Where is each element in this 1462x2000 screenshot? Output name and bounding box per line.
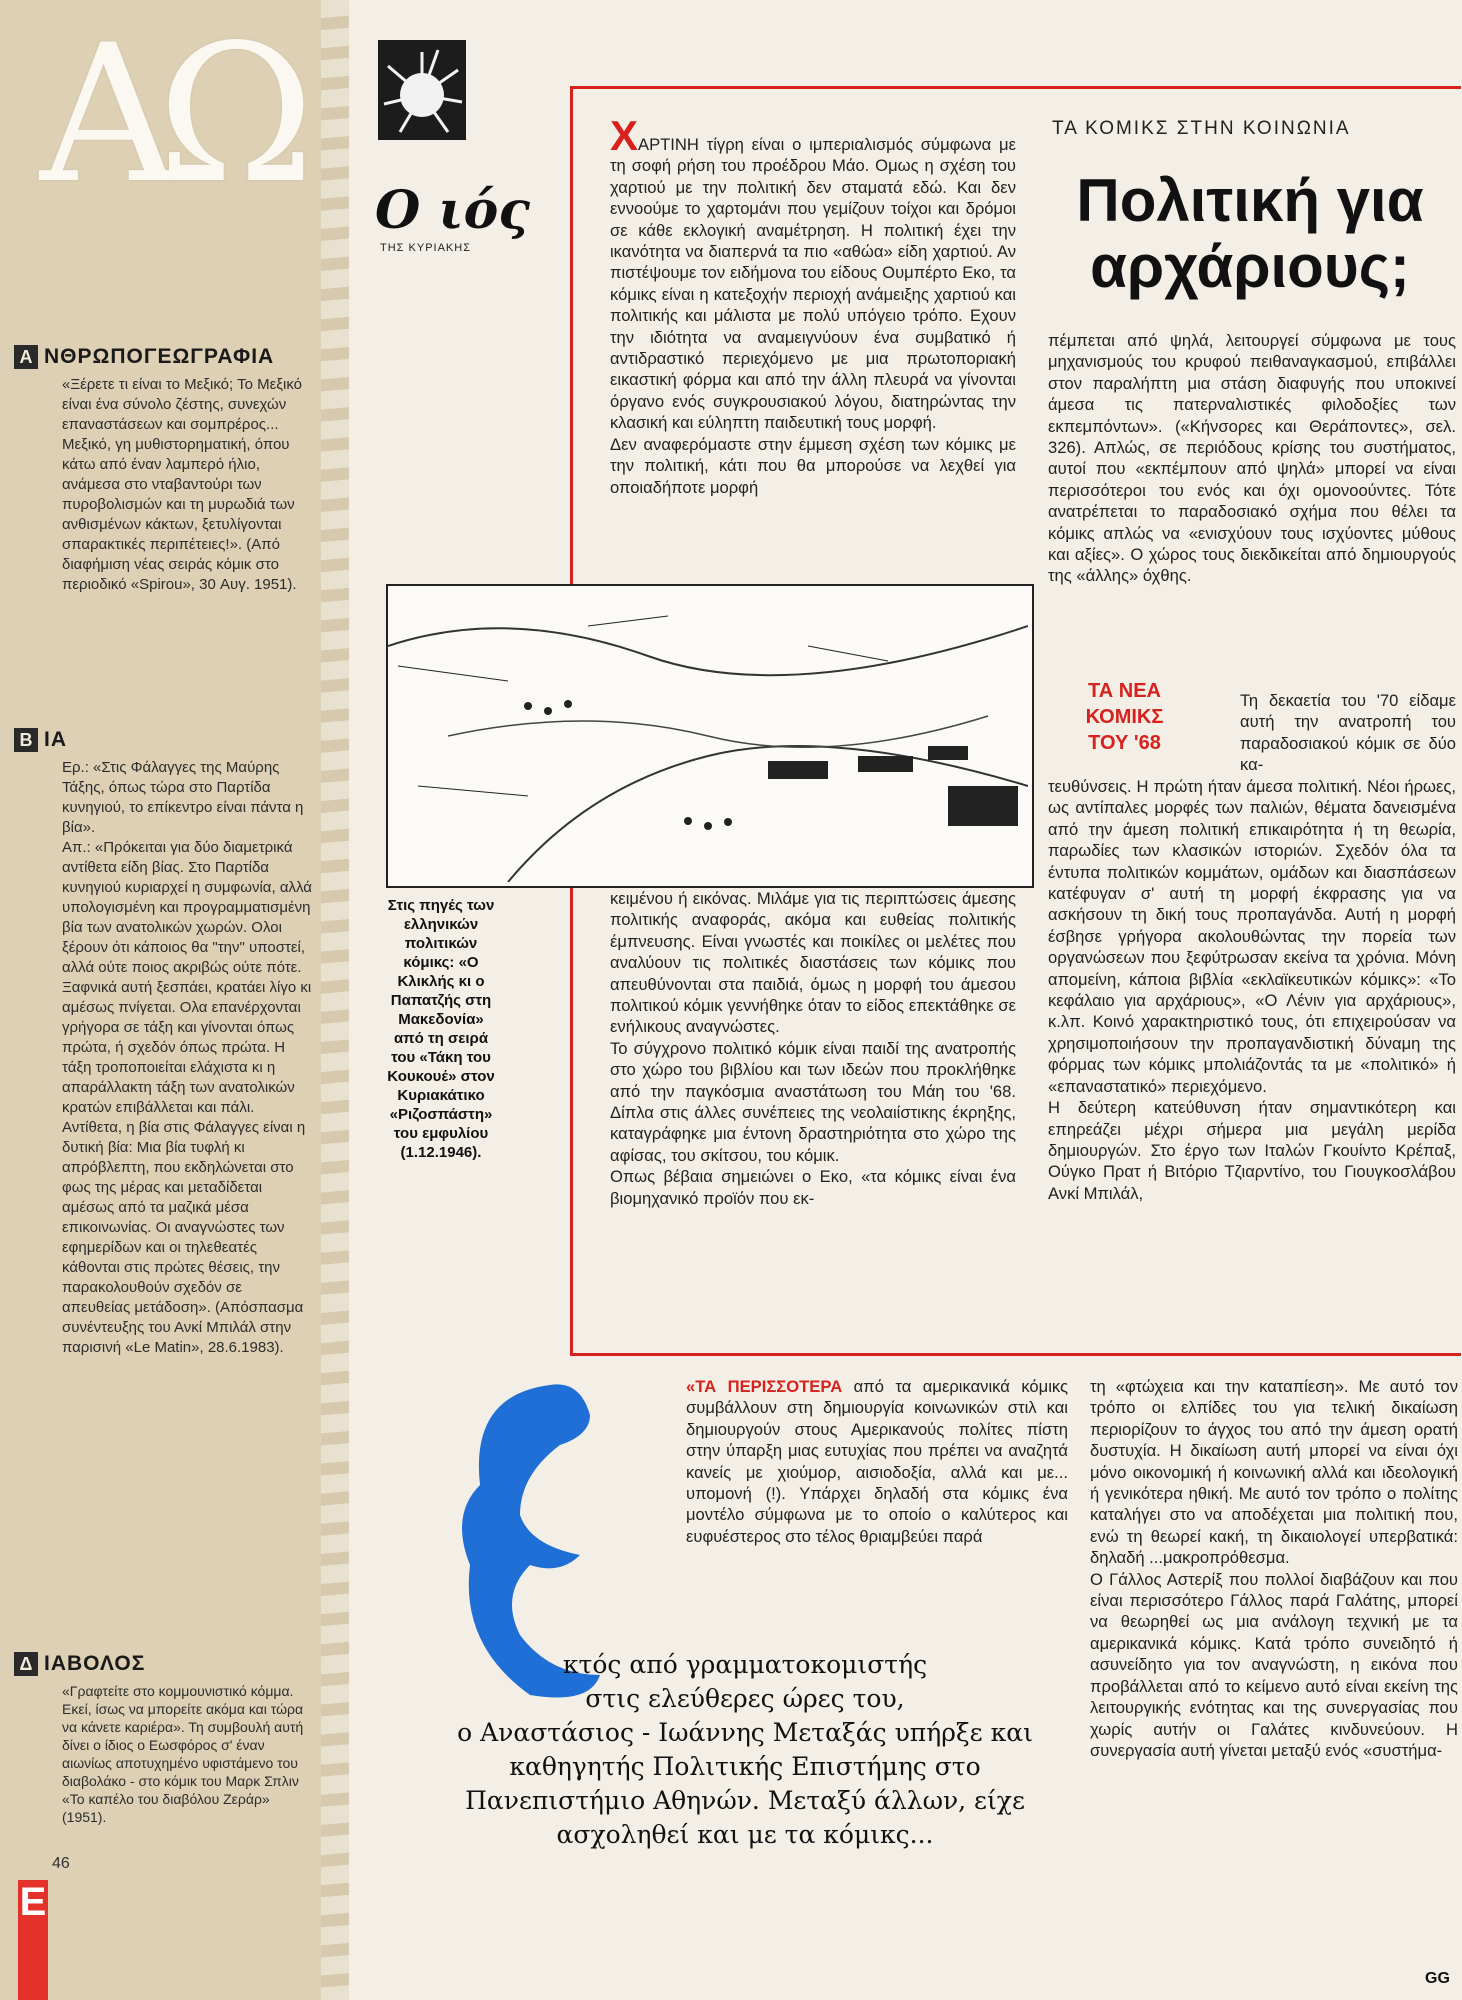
section-text: «Γραφτείτε στο κομμουνιστικό κόμμα. Εκεί, ίσως να μπορείτε ακόμα και τώρα να κάνετε καριέρα». Τη συμβουλή αυτή δίνει ο ίδιος ο Εωσφόρος σ' έναν αιωνίως αποτυχημένο υφιστάμενο του διαβολάκο - στο κόμικ του Μαρκ Σπλιν «Το καπέλο του διαβόλου Ζεράρ» (1951). bbox=[62, 1683, 304, 1825]
lower-col-b: τη «φτώχεια και την καταπίεση». Με αυτό τον τρόπο οι ελπίδες του για τελική δικαίωση περιορίζουν το άγχος του από την άμεση ορατή δυστυχία. Η δικαίωση αυτή μπορεί να είναι όχι μόνο οικονομική ή κοινωνική αλλά και ιδεολογική ή γενικότερα ηθική. Με αυτό τον τρόπο ο πολίτης καταλήγει στο να αποδέχεται μια πολιτική που, ενώ τη θεωρεί κακή, τη δικαιολογεί υπερβατικά: δηλαδή ...μακροπρόθεσμα. Ο Γάλλος Αστερίξ που πολλοί διαβάζουν και που είναι περισσότερο Γάλλος παρά Γαλάτης, μπορεί να θεωρηθεί ως μια ανάλογη τεχνική με τα αμερικανικά κόμικς. Κατά τρόπο συνειδητό ή ασυνείδητο για τον αναγνώστη, η εικόνα που προβάλλεται από το κείμενο αυτό είναι εκείνη της λειτουργικής ενότητας και της συνεργασίας που χωρίς αυτήν οι Γαλάτες κινδυνεύουν. Η συνεργασία αυτή γίνεται μεταξύ ενός «συστήμα- bbox=[1090, 1377, 1458, 1760]
article-col1-top bbox=[610, 112, 1016, 498]
section-letter: Δ bbox=[14, 1652, 38, 1676]
section-title: ΝΘΡΩΠΟΓΕΩΓΡΑΦΙΑ bbox=[44, 345, 275, 368]
article-col1-bottom: κειμένου ή εικόνας. Μιλάμε για τις περιπτώσεις άμεσης πολιτικής αναφοράς, ακόμα και ευθείας πολιτικής έμπνευσης. Είναι γνωστές και ποικίλες οι μελέτες που αναλύουν τις πολιτικές διαστάσεις των κόμικς που απευθύνονται στα παιδιά, όμως η μορφή του άμεσου πολιτικού κόμικ γεννήθηκε όταν το είδος επεκτάθηκε σε ενήλικους αναγνώστες. Το σύγχρονο πολιτικό κόμικ είναι παιδί της ανατροπής στο χώρο του βιβλίου και των ιδεών που προκλήθηκε από την παγκόσμια αναστάτωση του Μάη του '68. Δίπλα στις άλλες συνέπειες της νεολαιίστικης έκρηξης, καταγράφηκε μια έντονη δραστηριότητα στο χώρο της αφίσας, του σκίτσου, του κόμικ. Οπως βέβαια σημειώνει ο Εκο, «τα κόμικς είναι ένα βιομηχανικό προϊόν που εκ- bbox=[610, 889, 1016, 1208]
article-col2-top: πέμπεται από ψηλά, λειτουργεί σύμφωνα με τους μηχανισμούς του κρυφού πειθαναγκασμού, επιβάλλει στον παραλήπτη μια στάση διαφυγής που υποκινεί άμεσα τις πατερναλιστικές φιλοδοξίες των εκπεμπόντων». («Κήνσορες και Θεράποντες», σελ. 326). Απλώς, σε περιόδους κρίσης του συστήματος, αυτοί που «εκπέμπουν από ψηλά» μπορεί να είναι περισσότεροι του ενός και όχι ομονοούντες. Τότε ανατρέπεται το παραδοσιακό σχήμα που θέλει τα κόμικς απλώς να «ενισχύουν τους ισχύοντες μύθους και αξίες». Ο χώρος τους διεκδικείται από δημιουργούς της «άλλης» όχθης. bbox=[1048, 331, 1456, 586]
alpha-omega-title: ΑΩ bbox=[40, 4, 295, 225]
article-headline: Πολιτική για αρχάριους; bbox=[1076, 167, 1424, 300]
drop-cap: Χ bbox=[610, 112, 639, 159]
section-title: ΙΑ bbox=[44, 728, 67, 751]
cartoon-drawing-icon bbox=[388, 586, 1028, 882]
lead-paragraph: κτός από γραμματοκομιστής στις ελεύθερες ώρες του, ο Αναστάσιος - Ιωάννης Μεταξάς υπήρξε και καθηγητής Πολιτικής Επιστήμης στο Πανεπιστήμιο Αθηνών. Μεταξύ άλλων, είχε ασχοληθεί και με τα κόμικς... bbox=[457, 1650, 1033, 1849]
article-col2-side: Τη δεκαετία του '70 είδαμε αυτή την ανατροπή του παραδοσιακού κόμικ σε δύο κα- bbox=[1240, 691, 1456, 775]
lead-highlight: «ΤΑ ΠΕΡΙΣΣΟΤΕΡΑ bbox=[686, 1377, 843, 1396]
article-text: ΑΡΤΙΝΗ τίγρη είναι ο ιμπεριαλισμός σύμφωνα με τη σοφή ρήση του προέδρου Μάο. Ομως η σχέση του χαρτιού με την πολιτική δεν σταματά εδώ. Και δεν εννοούμε το χαρτομάνι που γεμίζουν τοίχοι και δρόμοι σε κάθε εκλογική αναμέτρηση. Η πολιτική έχει την ικανότητα να διαπερνά τα πιο «αθώα» είδη χαρτιού. Αν πιστέψουμε τον ειδήμονα του είδους Ουμπέρτο Εκο, τα κόμικς είναι η κατεξοχήν περιοχή ανάμειξης χαρτιού και πολιτικής και μάλιστα με πολύ υπόγειο τρόπο. Εχουν την ιδιότητα να αναμειγνύουν ένα συμβατικό ή αντιδραστικό περιεχόμενο με μια πρωτοποριακή εικαστική φόρμα και από την άλλη πλευρά να γίνονται όργανο ενός συγκρουσιακού λόγου, διατηρώντας την κλασική και εύληπτη παιδευτική τους μορφή. Δεν αναφερόμαστε στην έμμεση σχέση των κόμικς με την πολιτική, κάτι που θα μπορούσε να λεχθεί για οποιαδήποτε μορφή bbox=[610, 135, 1016, 497]
section-letter: Β bbox=[14, 728, 38, 752]
section-a bbox=[14, 345, 314, 595]
left-sidebar bbox=[0, 0, 335, 2000]
section-text: Ερ.: «Στις Φάλαγγες της Μαύρης Τάξης, όπως τώρα στο Παρτίδα κυνηγιού, το επίκεντρο είναι πάντα η βία». Απ.: «Πρόκειται για δύο διαμετρικά αντίθετα είδη βίας. Στο Παρτίδα κυνηγιού κυριαρχεί η συμφωνία, αλλά υπολογισμένη και προγραμματισμένη βία των ανατολικών χωρών. Ολοι ξέρουν ότι κάποιος θα "την" υποστεί, αλλά ούτε ποιος ακριβώς ούτε πότε. Ξαφνικά αυτή ξεσπάει, κρατάει λίγο κι αμέσως πνίγεται. Ολα επανέρχονται γρήγορα σε τάξη και γίνονται όπως πρώτα, ή σχεδόν όπως πρώτα. Η τάξη τροποποιείται ελάχιστα κι η απαράλλακτη τάξη των ανατολικών κρατών επιβάλλεται και πάλι. Αντίθετα, η βία στις Φάλαγγες είναι η δυτική βία: Μια βία τυφλή κι απρόβλεπτη, που εκδηλώνεται στο φως της μέρας και μεταδίδεται αμέσως από τα μαζικά μέσα επικοινωνίας. Οι αναγνώστες των εφημερίδων και οι τηλεθεατές κάθονται στις πρώτες θέσεις, την παρακολουθούν σχεδόν σε απευθείας μετάδοση». (Απόσπασμα συνέντευξης του Ανκί Μπιλάλ στην παρισινή «Le Matin», 28.6.1983). bbox=[62, 759, 312, 1356]
column-logo-title: Ο ιός bbox=[375, 180, 530, 241]
magazine-logo: Ε bbox=[18, 1880, 48, 2000]
section-d bbox=[14, 1652, 314, 1826]
political-cartoon-image bbox=[386, 584, 1034, 888]
virus-logo-icon bbox=[378, 40, 466, 140]
section-title: ΙΑΒΟΛΟΣ bbox=[44, 1652, 146, 1675]
article-col2-bottom: τευθύνσεις. Η πρώτη ήταν άμεσα πολιτική. Νέοι ήρωες, ως αντίπαλες μορφές των παλιών, θέματα δανεισμένα από την άμεση πολιτική επικαιρότητα ή τη θεωρία, παρωδίες των κλασικών ιστοριών. Σχεδόν όλα τα έντυπα πολιτικών κομμάτων, ομάδων και διασπάσεων κατέφυγαν σ' αυτή τη μορφή έκφρασης για να ασκήσουν τη δική τους προπαγάνδα. Αυτή η μορφή έσβησε γρήγορα ακολουθώντας την πορεία των οργανώσεων που ξεφύτρωσαν εκείνα τα χρόνια. Μόνη απομείνη, κάποια βιβλία «εκλαϊκευτικών κόμικς»: «Το κεφάλαιο για αρχάριους», «Ο Λένιν για αρχάριους», κ.λπ. Κοινό χαρακτηριστικό τους, ότι επιχειρούσαν να χρησιμοποιήσουν την προπαγανδιστική δύναμη της φόρμας των κόμικς μπολιάζοντάς τα με «πολιτικό» ή «επαναστατικό» περιεχόμενο. Η δεύτερη κατεύθυνση ήταν σημαντικότερη και επηρεάζει μέχρι σήμερα μια μεγάλη μερίδα δημιουργών. Στο έργο των Ιταλών Γκουίντο Κρέπαξ, Ούγκο Πρατ ή Βιτόριο Τζιαρντίνο, του Γιουγκοσλάβου Ανκί Μπιλάλ, bbox=[1048, 777, 1456, 1203]
cartoon-caption: Στις πηγές των ελληνικών πολιτικών κόμικς: «Ο Κλικλής κι ο Παπατζής στη Μακεδονία» από τη σειρά του «Τάκη του Κουκουέ» στον Κυριακάτικο «Ριζοσπάστη» του εμφυλίου (1.12.1946). bbox=[387, 897, 495, 1161]
section-text: «Ξέρετε τι είναι το Μεξικό; Το Μεξικό είναι ένα σύνολο ζέστης, συνεχών επαναστάσεων και σομπρέρος... Μεξικό, γη μυθιστορηματική, όπου κάτω από έναν λαμπερό ήλιο, ανάμεσα στο νταβαντούρι των πυροβολισμών και τη μυρωδιά των ανθισμένων κάκτων, ξετυλίγονται σπαρακτικές περιπέτειες!». (Από διαφήμιση νέας σειράς κόμικ στο περιοδικό «Spirou», 30 Αυγ. 1951). bbox=[62, 376, 302, 593]
section-b bbox=[14, 728, 314, 1358]
lower-col-a bbox=[686, 1376, 1068, 1547]
article-kicker: ΤΑ ΚΟΜΙΚΣ ΣΤΗΝ ΚΟΙΝΩΝΙΑ bbox=[1052, 118, 1351, 139]
lower-col-a-text: από τα αμερικανικά κόμικς συμβάλλουν στη δημιουργία κοινωνικών στιλ και δημιουργούν στους Αμερικανούς πολίτες πίστη στην ύπαρξη μιας ευτυχίας που πρέπει να αναζητά κανείς με χιούμορ, αισιοδοξία, αλλά και με... υπομονή (!). Υπάρχει δηλαδή στα κόμικς ένα μοντέλο σύμφωνα με το οποίο ο καλύτερος και ευφυέστερος στο τέλος θριαμβεύει παρά bbox=[686, 1377, 1068, 1546]
column-logo-subtitle: ΤΗΣ ΚΥΡΙΑΚΗΣ bbox=[380, 242, 472, 254]
section-letter: Α bbox=[14, 345, 38, 369]
section-subhead: ΤΑ ΝΕΑ ΚΟΜΙΚΣ ΤΟΥ '68 bbox=[1085, 680, 1164, 754]
page-number: 46 bbox=[52, 1855, 70, 1872]
watermark: GG bbox=[1425, 1970, 1450, 1987]
